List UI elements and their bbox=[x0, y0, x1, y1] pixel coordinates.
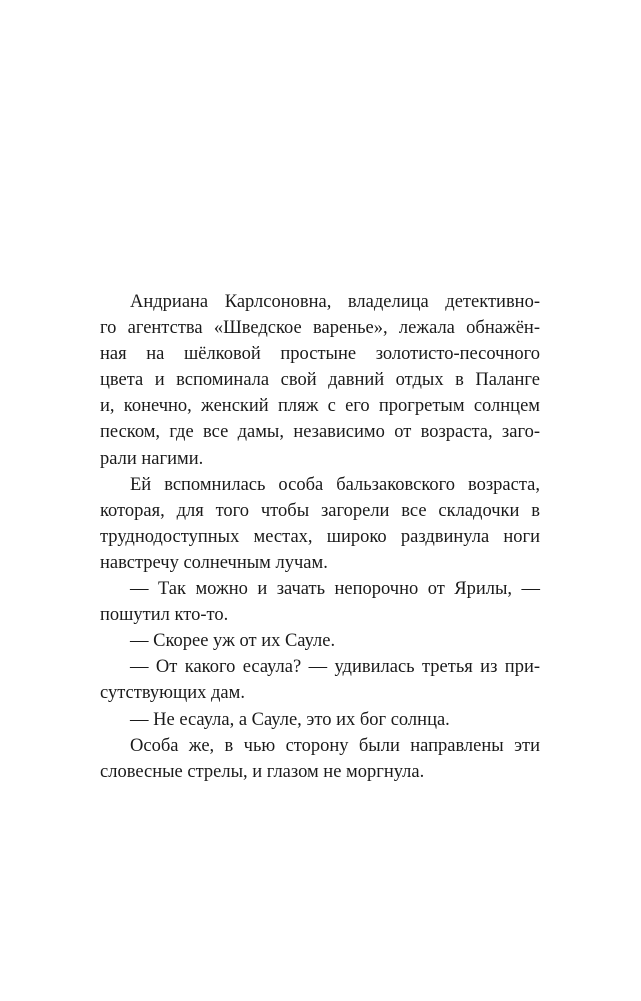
text-line: — Скорее уж от их Сауле. bbox=[130, 631, 336, 652]
text-line: ная на шёлковой простыне золотисто-песочного bbox=[100, 344, 540, 365]
text-line: словесные стрелы, и глазом не моргнула. bbox=[100, 761, 425, 782]
text-line: сутствующих дам. bbox=[100, 683, 245, 704]
text-line: — Не есаула, а Сауле, это их бог солнца. bbox=[130, 709, 450, 730]
text-line: го агентства «Шведское варенье», лежала обнажён- bbox=[100, 318, 540, 339]
text-line: которая, для того чтобы загорели все складочки в bbox=[100, 500, 540, 521]
text-line: навстречу солнечным лучам. bbox=[100, 552, 328, 573]
text-line: пошутил кто-то. bbox=[100, 605, 229, 626]
text-line: труднодоступных местах, широко раздвинула ноги bbox=[100, 526, 540, 547]
text-line: цвета и вспоминала свой давний отдых в Паланге bbox=[100, 370, 540, 391]
text-line: и, конечно, женский пляж с его прогретым солнцем bbox=[100, 396, 540, 417]
text-line: Ей вспомнилась особа бальзаковского возраста, bbox=[130, 474, 540, 495]
text-line: — Так можно и зачать непорочно от Ярилы, — bbox=[130, 579, 540, 600]
body-text bbox=[100, 289, 540, 785]
text-line: Андриана Карлсоновна, владелица детективно- bbox=[130, 292, 540, 312]
text-line: рали нагими. bbox=[100, 448, 204, 469]
text-line: Особа же, в чью сторону были направлены эти bbox=[130, 735, 540, 756]
text-line: песком, где все дамы, независимо от возраста, заго- bbox=[100, 422, 540, 443]
text-line: — От какого есаула? — удивилась третья из при- bbox=[130, 657, 540, 678]
